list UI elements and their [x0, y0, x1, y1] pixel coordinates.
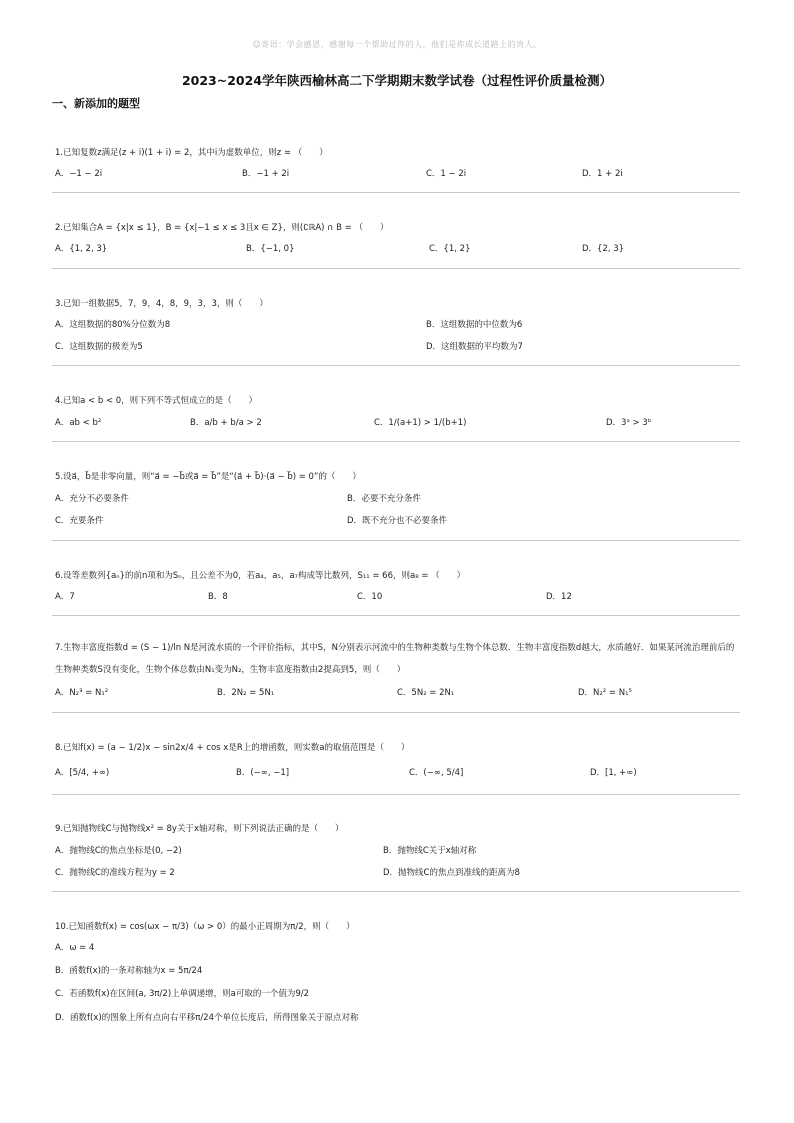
question-7-option-c: C．5N₂ = 2N₁ [397, 688, 455, 698]
question-2-option-c: C．{1, 2} [429, 244, 471, 254]
question-1-option-d: D．1 + 2i [582, 169, 623, 179]
question-divider [52, 192, 740, 193]
question-divider [52, 268, 740, 269]
question-6-stem: 6.设等差数列{aₙ}的前n项和为Sₙ，且公差不为0，若a₄，a₅，a₇构成等比数列，S₁₁ = 66，则a₈ = （ ） [55, 571, 466, 581]
question-3-option-c: C．这组数据的极差为5 [55, 342, 143, 352]
motto-text: ☺寄语：学会感恩，感谢每一个帮助过你的人，他们是你成长道路上的贵人。 [252, 40, 542, 49]
question-divider [52, 441, 740, 442]
question-8-option-d: D．[1, +∞) [590, 768, 637, 778]
question-6-option-c: C．10 [357, 592, 383, 602]
question-9-option-b: B．抛物线C关于x轴对称 [383, 846, 477, 856]
question-10-option-b: B．函数f(x)的一条对称轴为x = 5π/24 [55, 966, 203, 976]
question-1-stem: 1.已知复数z满足(z + i)(1 + i) = 2，其中i为虚数单位，则z = （ ） [55, 148, 328, 158]
question-8-option-c: C．(−∞, 5/4] [409, 768, 464, 778]
question-4-option-d: D．3ᵃ > 3ᵇ [606, 418, 652, 428]
question-4-option-b: B．a/b + b/a > 2 [190, 418, 262, 428]
question-6-option-a: A．7 [55, 592, 75, 602]
question-1-option-c: C．1 − 2i [426, 169, 467, 179]
question-5-option-a: A．充分不必要条件 [55, 494, 129, 504]
question-9-option-a: A．抛物线C的焦点坐标是(0, −2) [55, 846, 182, 856]
question-2-stem: 2.已知集合A = {x|x ≤ 1}，B = {x|−1 ≤ x ≤ 3且x ∈ Z}，则(∁ℝA) ∩ B = （ ） [55, 223, 389, 233]
question-divider [52, 540, 740, 541]
question-2-option-b: B．{−1, 0} [246, 244, 295, 254]
section-heading: 一、新添加的题型 [52, 97, 140, 110]
question-4-option-a: A．ab < b² [55, 418, 102, 428]
question-3-stem: 3.已知一组数据5，7，9，4，8，9，3，3，则（ ） [55, 299, 268, 309]
question-divider [52, 365, 740, 366]
question-2-option-a: A．{1, 2, 3} [55, 244, 108, 254]
page-title: 2023~2024学年陕西榆林高二下学期期末数学试卷（过程性评价质量检测） [181, 73, 613, 88]
question-1-option-a: A．−1 − 2i [55, 169, 103, 179]
question-7-option-a: A．N₂³ = N₁² [55, 688, 109, 698]
question-3-option-b: B．这组数据的中位数为6 [426, 320, 523, 330]
question-9-stem: 9.已知抛物线C与抛物线x² = 8y关于x轴对称，则下列说法正确的是（ ） [55, 824, 344, 834]
question-5-option-d: D．既不充分也不必要条件 [347, 516, 448, 526]
question-10-option-a: A．ω = 4 [55, 943, 95, 953]
question-10-stem: 10.已知函数f(x) = cos(ωx − π/3)（ω > 0）的最小正周期为π/2，则（ ） [55, 922, 355, 932]
question-8-option-b: B．(−∞, −1] [236, 768, 290, 778]
question-8-stem: 8.已知f(x) = (a − 1/2)x − sin2x/4 + cos x是R上的增函数，则实数a的取值范围是（ ） [55, 743, 410, 753]
question-7-stem: 7.生物丰富度指数d = (S − 1)/ln N是河流水质的一个评价指标，其中S，N分别表示河流中的生物种类数与生物个体总数．生物丰富度指数d越大，水质越好．如果某河流治理前后的生物种类数S没有变化，生物个体总数由N₁变为N₂，生物丰富度指数由2提高到5，则（ ） [55, 643, 735, 675]
question-7-option-b: B．2N₂ = 5N₁ [217, 688, 275, 698]
question-3-option-a: A．这组数据的80%分位数为8 [55, 320, 171, 330]
question-5-option-c: C．充要条件 [55, 516, 104, 526]
question-7-option-d: D．N₂² = N₁⁵ [578, 688, 632, 698]
question-10-option-c: C．若函数f(x)在区间(a, 3π/2)上单调递增，则a可取的一个值为9/2 [55, 989, 310, 999]
question-6-option-d: D．12 [546, 592, 572, 602]
question-divider [52, 794, 740, 795]
question-divider [52, 712, 740, 713]
question-9-option-c: C．抛物线C的准线方程为y = 2 [55, 868, 175, 878]
question-8-option-a: A．[5/4, +∞) [55, 768, 110, 778]
question-divider [52, 891, 740, 892]
question-10-option-d: D．函数f(x)的图象上所有点向右平移π/24个单位长度后，所得图象关于原点对称 [55, 1013, 359, 1023]
question-3-option-d: D．这组数据的平均数为7 [426, 342, 523, 352]
question-1-option-b: B．−1 + 2i [242, 169, 290, 179]
question-4-stem: 4.已知a < b < 0，则下列不等式恒成立的是（ ） [55, 396, 258, 406]
question-9-option-d: D．抛物线C的焦点到准线的距离为8 [383, 868, 520, 878]
question-6-option-b: B．8 [208, 592, 228, 602]
question-4-option-c: C．1/(a+1) > 1/(b+1) [374, 418, 467, 428]
question-divider [52, 615, 740, 616]
question-5-option-b: B．必要不充分条件 [347, 494, 421, 504]
question-5-stem: 5.设a⃗，b⃗是非零向量，则“a⃗ = −b⃗或a⃗ = b⃗”是“(a⃗ + b⃗)·(a⃗ − b⃗) = 0”的（ ） [55, 472, 361, 482]
question-2-option-d: D．{2, 3} [582, 244, 625, 254]
